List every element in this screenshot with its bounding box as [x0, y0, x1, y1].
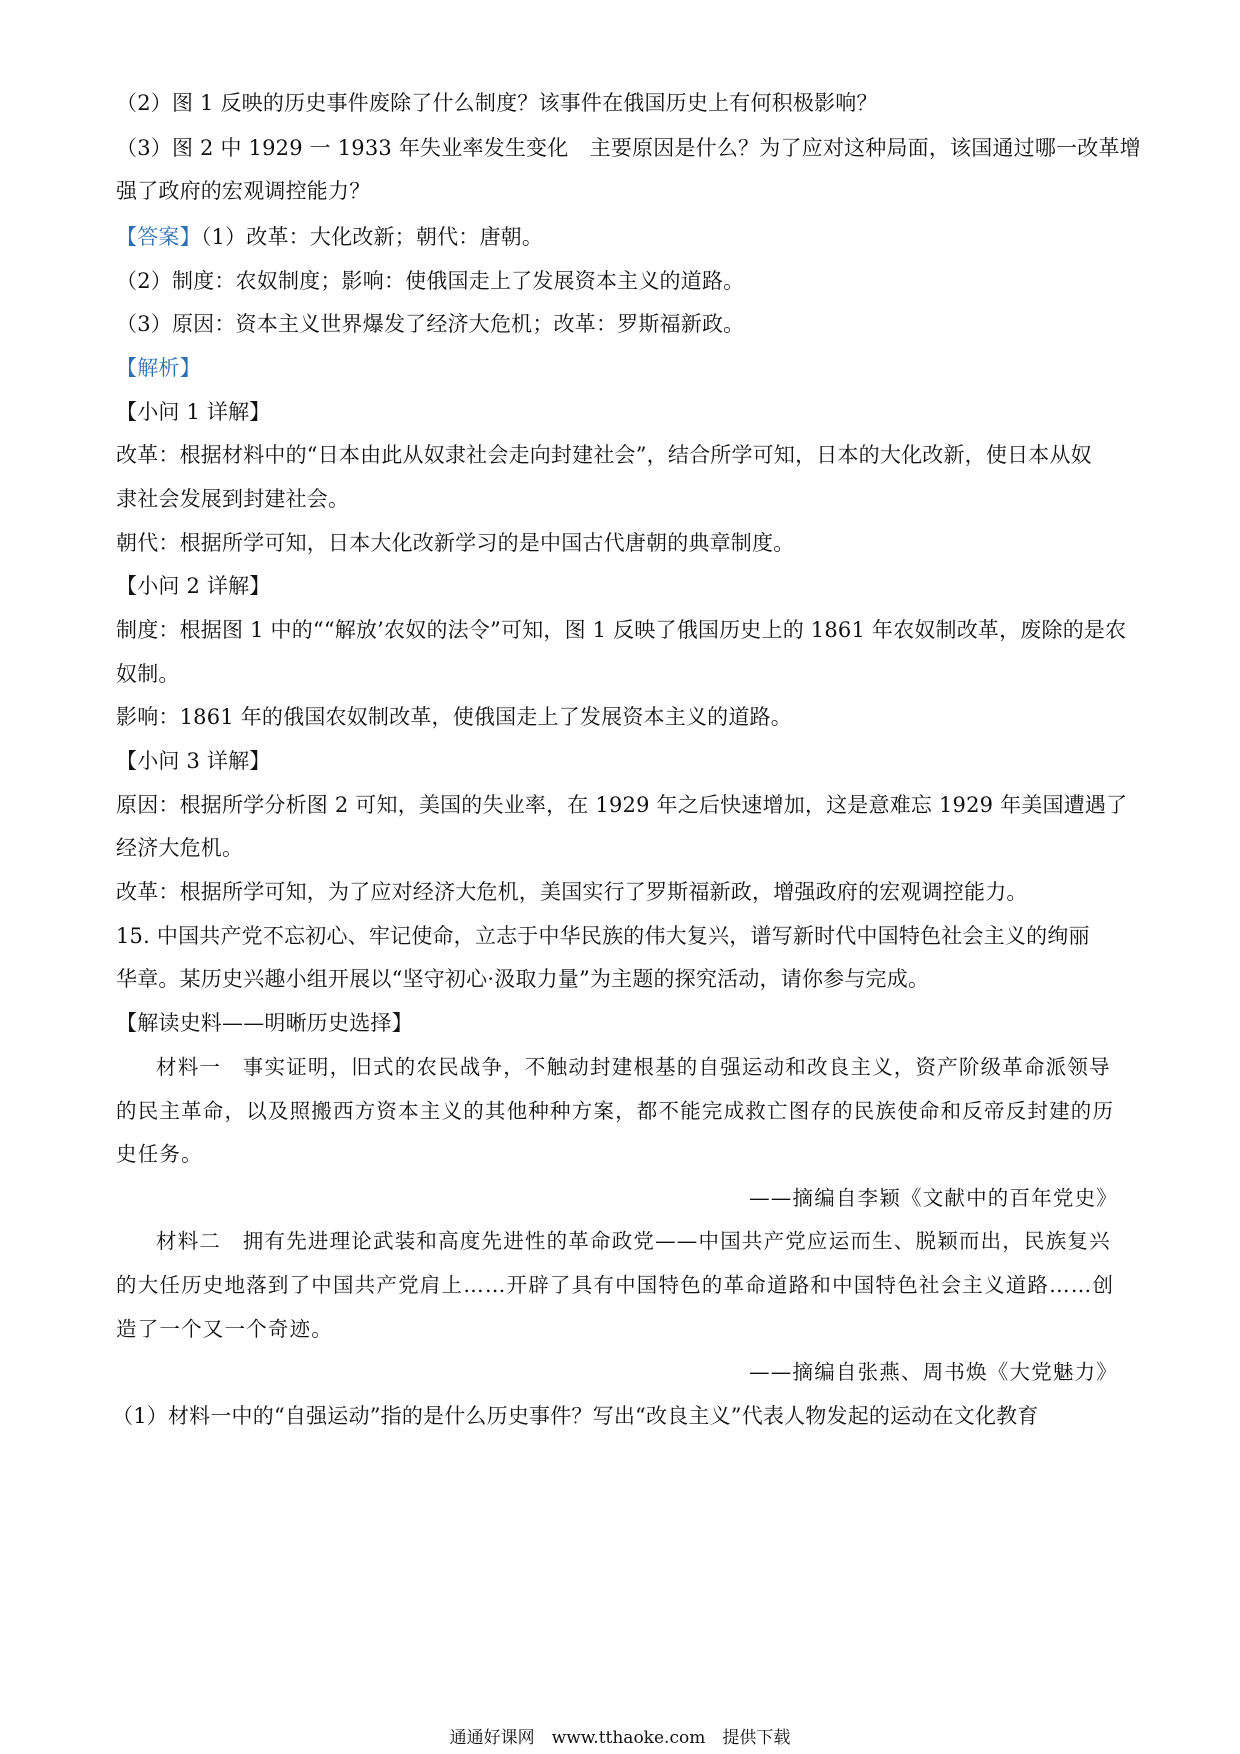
question-3-text-line1: （3）图 2 中 1929 一 1933 年失业率发生变化 主要原因是什么？为了应对这种局面，该国通过哪一改革增 [116, 136, 1141, 160]
material-2-line3: 造了一个又一个奇迹。 [116, 1317, 333, 1341]
material-2-line1: 材料二 拥有先进理论武装和高度先进性的革命政党——中国共产党应运而生、脱颖而出，民族复兴 [156, 1229, 1111, 1253]
question-2-text: （2）图 1 反映的历史事件废除了什么制度？该事件在俄国历史上有何积极影响？ [116, 91, 878, 115]
analysis-tag: 【解析】 [116, 356, 201, 380]
material-1-line3: 史任务。 [116, 1142, 203, 1166]
subquestion-2-line3: 影响：1861 年的俄国农奴制改革，使俄国走上了发展资本主义的道路。 [116, 705, 792, 729]
material-1-line2: 的民主革命，以及照搬西方资本主义的其他种种方案，都不能完成救亡图存的民族使命和反帝反封建的历 [116, 1099, 1115, 1123]
answer-line1 [116, 222, 1131, 252]
subquestion-2-line2: 奴制。 [116, 662, 180, 686]
subquestion-1-line2: 隶社会发展到封建社会。 [116, 487, 350, 511]
subquestion-1-heading: 【小问 1 详解】 [116, 400, 271, 424]
question-15-line1: 15. 中国共产党不忘初心、牢记使命，立志于中华民族的伟大复兴，谱写新时代中国特色社会主义的绚丽 [116, 924, 1090, 948]
answer-1: （1）改革：大化改新；朝代：唐朝。 [200, 225, 544, 249]
answer-tag: 【答案】 [116, 225, 201, 249]
subquestion-1-line1: 改革：根据材料中的“日本由此从奴隶社会走向封建社会”，结合所学可知，日本的大化改新，使日本从奴 [116, 443, 1092, 467]
question-15-sub1: （1）材料一中的“自强运动”指的是什么历史事件？写出“改良主义”代表人物发起的运动在文化教育 [112, 1404, 1039, 1428]
footer-watermark: 通通好课网 www.tthaoke.com 提供下载 [449, 1728, 791, 1748]
material-1-line1: 材料一 事实证明，旧式的农民战争，不触动封建根基的自强运动和改良主义，资产阶级革命派领导 [156, 1055, 1111, 1079]
question-3-text-line2: 强了政府的宏观调控能力？ [116, 179, 371, 203]
subquestion-3-line1: 原因：根据所学分析图 2 可知，美国的失业率，在 1929 年之后快速增加，这是意难忘 1929 年美国遭遇了 [116, 793, 1128, 817]
subquestion-3-line2: 经济大危机。 [116, 836, 244, 860]
subquestion-3-heading: 【小问 3 详解】 [116, 749, 271, 773]
material-2-source: ——摘编自张燕、周书焕《大党魅力》 [749, 1360, 1118, 1384]
section-heading: 【解读史料——明晰历史选择】 [116, 1011, 413, 1035]
answer-3: （3）原因：资本主义世界爆发了经济大危机；改革：罗斯福新政。 [116, 312, 745, 336]
subquestion-3-line3: 改革：根据所学可知，为了应对经济大危机，美国实行了罗斯福新政，增强政府的宏观调控能力。 [116, 880, 1028, 904]
subquestion-2-heading: 【小问 2 详解】 [116, 574, 271, 598]
subquestion-2-line1: 制度：根据图 1 中的““解放’农奴的法令”可知，图 1 反映了俄国历史上的 1861 年农奴制改革，废除的是农 [116, 618, 1127, 642]
subquestion-1-line3: 朝代：根据所学可知，日本大化改新学习的是中国古代唐朝的典章制度。 [116, 531, 795, 555]
material-1-source: ——摘编自李颖《文献中的百年党史》 [749, 1186, 1118, 1210]
question-15-line2: 华章。某历史兴趣小组开展以“坚守初心·汲取力量”为主题的探究活动，请你参与完成。 [116, 967, 930, 991]
material-2-line2: 的大任历史地落到了中国共产党肩上……开辟了具有中国特色的革命道路和中国特色社会主义道路……创 [116, 1273, 1115, 1297]
answer-2: （2）制度：农奴制度；影响：使俄国走上了发展资本主义的道路。 [116, 269, 745, 293]
